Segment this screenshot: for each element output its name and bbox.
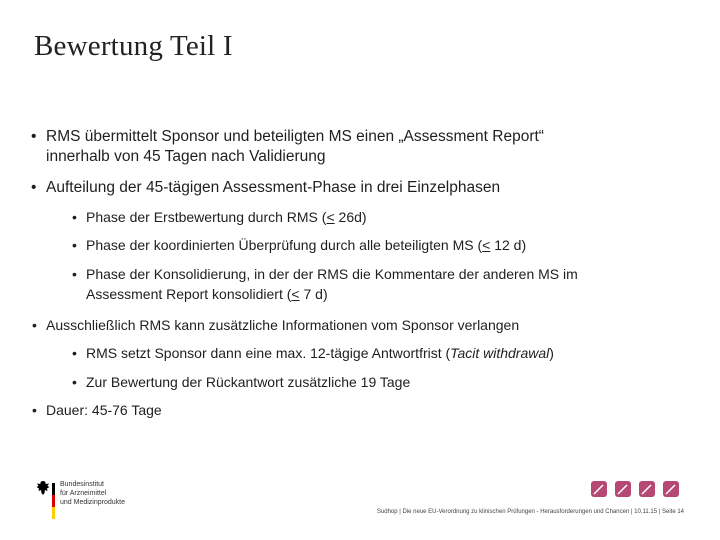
logo-wordmark (60, 480, 125, 507)
bullet-2 (31, 178, 501, 198)
bullet-4-text: Dauer: 45-76 Tage (46, 402, 162, 418)
bullet-dot: • (72, 237, 77, 253)
bullet-dot: • (31, 128, 37, 145)
sub-bullet-4 (72, 343, 554, 363)
bullet-dot: • (72, 266, 77, 282)
bullet-dot: • (31, 179, 37, 196)
sub-bullet-4-suffix: ) (549, 345, 554, 361)
pen-ornament-icon (590, 480, 608, 498)
slide-title: Bewertung Teil I (34, 30, 233, 62)
bullet-2-text: Aufteilung der 45-tägigen Assessment-Phase in drei Einzelphasen (46, 179, 501, 196)
footer-text: Sudhop | Die neue EU-Verordnung zu klinischen Prüfungen - Herausforderungen und Chancen | 10.11.15 | Seite 14 (376, 509, 684, 515)
sub-bullet-1-text: Phase der Erstbewertung durch RMS ( (86, 209, 327, 225)
sub-bullet-3 (72, 264, 578, 304)
bullet-3 (32, 315, 520, 335)
pen-ornament-icon (662, 480, 680, 498)
bullet-3-text: Ausschließlich RMS kann zusätzliche Informationen vom Sponsor verlangen (46, 317, 520, 333)
sub-bullet-3-line-2 (86, 284, 578, 304)
logo-line-1: Bundesinstitut (60, 481, 104, 488)
sub-bullet-3-text: Assessment Report konsolidiert ( (86, 286, 292, 302)
bfarm-logo (36, 468, 146, 524)
bullet-dot: • (72, 374, 77, 390)
bullet-1 (31, 127, 544, 167)
sub-bullet-5 (72, 372, 411, 392)
tacit-withdrawal: Tacit withdrawal (450, 345, 550, 361)
bullet-dot: • (32, 402, 37, 418)
sub-bullet-5-text: Zur Bewertung der Rückantwort zusätzliche 19 Tage (86, 374, 411, 390)
sub-bullet-3-line-1: Phase der Konsolidierung, in der der RMS die Kommentare der anderen MS im (86, 266, 578, 282)
bullet-1-line-1: RMS übermittelt Sponsor und beteiligten MS einen „Assessment Report“ (46, 128, 544, 145)
logo-line-2: für Arzneimittel (60, 490, 107, 497)
sub-bullet-2-suffix: 12 d) (490, 237, 527, 253)
bullet-dot: • (72, 345, 77, 361)
decorative-ornaments (590, 480, 690, 502)
sub-bullet-3-suffix: 7 d) (299, 286, 328, 302)
less-equal-symbol: < (482, 237, 491, 253)
less-equal-symbol: < (291, 286, 300, 302)
pen-ornament-icon (614, 480, 632, 498)
sub-bullet-4-text: RMS setzt Sponsor dann eine max. 12-tägige Antwortfrist ( (86, 345, 451, 361)
logo-line-3: und Medizinprodukte (60, 499, 125, 506)
bullet-4 (32, 400, 162, 420)
german-flag-stripe (52, 483, 55, 519)
bullet-1-line-2: innerhalb von 45 Tagen nach Validierung (46, 148, 326, 165)
pen-ornament-icon (638, 480, 656, 498)
sub-bullet-1 (72, 207, 367, 227)
federal-eagle-icon (36, 480, 50, 496)
bullet-dot: • (32, 317, 37, 333)
sub-bullet-1-suffix: 26d) (334, 209, 367, 225)
less-equal-symbol: < (326, 209, 335, 225)
sub-bullet-2-text: Phase der koordinierten Überprüfung durch alle beteiligten MS ( (86, 237, 483, 253)
bullet-dot: • (72, 209, 77, 225)
sub-bullet-2 (72, 235, 527, 255)
